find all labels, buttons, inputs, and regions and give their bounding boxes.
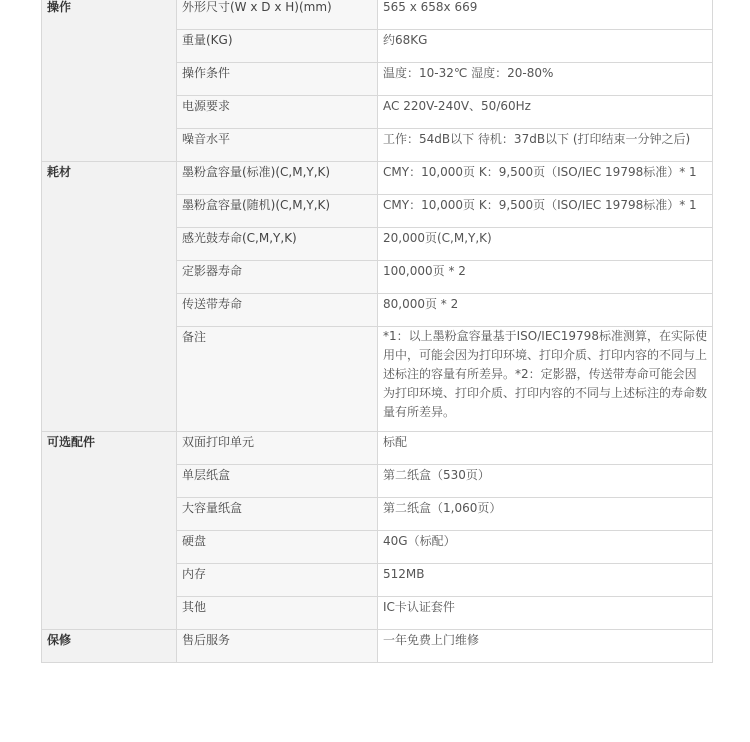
spec-key: 大容量纸盒 xyxy=(177,498,378,531)
spec-value: 80,000页 * 2 xyxy=(378,294,713,327)
category-operation: 操作 xyxy=(42,0,177,162)
table-row xyxy=(42,162,713,195)
spec-value: 512MB xyxy=(378,564,713,597)
spec-value: 100,000页 * 2 xyxy=(378,261,713,294)
spec-key: 传送带寿命 xyxy=(177,294,378,327)
spec-key: 操作条件 xyxy=(177,63,378,96)
spec-value: 标配 xyxy=(378,432,713,465)
spec-value: 一年免费上门维修 xyxy=(378,630,713,663)
spec-key: 售后服务 xyxy=(177,630,378,663)
spec-key: 墨粉盒容量(标准)(C,M,Y,K) xyxy=(177,162,378,195)
spec-key: 硬盘 xyxy=(177,531,378,564)
spec-value: 温度：10-32℃ 湿度：20-80% xyxy=(378,63,713,96)
spec-value: CMY：10,000页 K：9,500页（ISO/IEC 19798标准）* 1 xyxy=(378,195,713,228)
spec-key: 感光鼓寿命(C,M,Y,K) xyxy=(177,228,378,261)
table-row xyxy=(42,630,713,663)
spec-value: 565 x 658x 669 xyxy=(378,0,713,30)
spec-key: 其他 xyxy=(177,597,378,630)
spec-key: 定影器寿命 xyxy=(177,261,378,294)
spec-value: IC卡认证套件 xyxy=(378,597,713,630)
spec-value: 第二纸盒（1,060页） xyxy=(378,498,713,531)
spec-key: 外形尺寸(W x D x H)(mm) xyxy=(177,0,378,30)
spec-value-note: *1：以上墨粉盒容量基于ISO/IEC19798标准测算，在实际使用中，可能会因为打印环境、打印介质、打印内容的不同与上述标注的容量有所差异。*2：定影器，传送带寿命可能会因为打印环境、打印介质、打印内容的不同与上述标注的寿命数量有所差异。 xyxy=(378,327,713,432)
spec-value: 40G（标配） xyxy=(378,531,713,564)
spec-key: 内存 xyxy=(177,564,378,597)
spec-key: 单层纸盒 xyxy=(177,465,378,498)
spec-table xyxy=(41,0,713,663)
spec-key: 墨粉盒容量(随机)(C,M,Y,K) xyxy=(177,195,378,228)
spec-value: AC 220V-240V、50/60Hz xyxy=(378,96,713,129)
category-warranty: 保修 xyxy=(42,630,177,663)
spec-value: 第二纸盒（530页） xyxy=(378,465,713,498)
spec-key: 噪音水平 xyxy=(177,129,378,162)
category-consumables: 耗材 xyxy=(42,162,177,432)
spec-key: 重量(KG) xyxy=(177,30,378,63)
spec-value: 工作：54dB以下 待机：37dB以下 (打印结束一分钟之后) xyxy=(378,129,713,162)
spec-key: 双面打印单元 xyxy=(177,432,378,465)
spec-value: 20,000页(C,M,Y,K) xyxy=(378,228,713,261)
table-row xyxy=(42,0,713,30)
table-row xyxy=(42,432,713,465)
category-options: 可选配件 xyxy=(42,432,177,630)
spec-value: 约68KG xyxy=(378,30,713,63)
spec-key: 电源要求 xyxy=(177,96,378,129)
spec-value: CMY：10,000页 K：9,500页（ISO/IEC 19798标准）* 1 xyxy=(378,162,713,195)
spec-key: 备注 xyxy=(177,327,378,432)
